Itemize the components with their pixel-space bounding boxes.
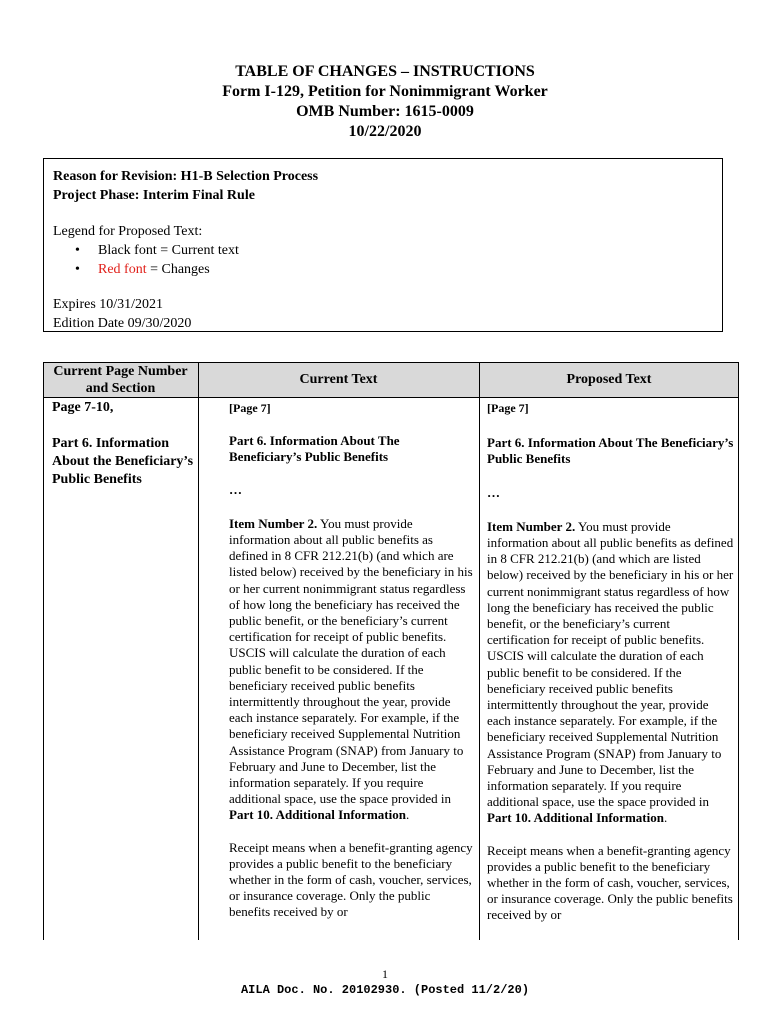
legend-red-rest: = Changes (146, 262, 210, 277)
legend-red-text: Red font (98, 262, 147, 277)
proposed-page-ref: [Page 7] (487, 401, 529, 415)
header-page-section: Current Page Number and Section (53, 363, 188, 396)
proposed-receipt-paragraph: Receipt means when a benefit-granting agency provides a public benefit to the beneficiary whether in the form of cash, voucher, services, or insurance coverage. Only the public benefits received by or (487, 842, 733, 923)
title-line-1: TABLE OF CHANGES – INSTRUCTIONS (235, 63, 535, 80)
expiration-date: Expires 10/31/2021 (53, 297, 164, 312)
title-line-4: 10/22/2020 (348, 123, 422, 140)
column-divider (479, 362, 480, 940)
page-footer (0, 968, 770, 997)
legend-black-text: Black font = Current text (98, 243, 239, 258)
proposed-item-label: Item Number 2. (487, 518, 576, 534)
proposed-item-ref: Part 10. Additional Information (487, 810, 664, 826)
section-name: Part 6. Information About the Beneficiary’s Public Benefits (52, 436, 194, 487)
proposed-part-heading: Part 6. Information About The Beneficiary’s Public Benefits (487, 435, 734, 467)
page-number: 1 (382, 967, 388, 981)
section-cell (52, 399, 194, 489)
changes-table (43, 362, 739, 940)
current-item-ref: Part 10. Additional Information (229, 807, 406, 823)
column-divider (198, 362, 199, 940)
document-title-block (0, 62, 770, 142)
header-current-text: Current Text (299, 372, 378, 387)
current-item-end: . (405, 807, 410, 823)
project-phase: Project Phase: Interim Final Rule (53, 188, 255, 203)
proposed-item-end: . (663, 810, 668, 826)
aila-doc-number: AILA Doc. No. 20102930. (Posted 11/2/20) (240, 983, 530, 997)
legend-item-black (53, 241, 714, 260)
proposed-text-cell (487, 400, 735, 924)
title-line-2: Form I-129, Petition for Nonimmigrant Worker (222, 83, 548, 100)
legend-item-red (53, 260, 714, 279)
current-item-label: Item Number 2. (229, 515, 318, 531)
edition-date: Edition Date 09/30/2020 (53, 316, 192, 331)
current-receipt-paragraph: Receipt means when a benefit-granting agency provides a public benefit to the beneficiary whether in the form of cash, voucher, services, or insurance coverage. Only the public benefits received by or (229, 839, 473, 920)
revision-reason: Reason for Revision: H1-B Selection Process (53, 169, 319, 184)
column-divider (43, 362, 44, 940)
current-item-number-2 (229, 516, 474, 824)
legend-list (53, 241, 714, 279)
current-page-ref: [Page 7] (229, 401, 271, 415)
proposed-item-text: You must provide information about all public benefits as defined in 8 CFR 212.21(b) (and which are listed below) received by the beneficiary in his or her current nonimmigrant status regardless of how long the beneficiary has received the public benefit, or the beneficiary’s current certification for receipt of public benefits. USCIS will calculate the duration of each public benefit to be considered. If the beneficiary received public benefits intermittently throughout the year, provide each instance separately. For example, if the beneficiary received Supplemental Nutrition Assistance Program (SNAP) from January to February and June to December, list the information separately. If you require additional space, use the space provided in (487, 518, 734, 810)
current-part-heading: Part 6. Information About The Beneficiary’s Public Benefits (229, 433, 400, 465)
legend-title: Legend for Proposed Text: (53, 224, 203, 239)
section-pages: Page 7-10, (52, 400, 114, 415)
proposed-item-number-2 (487, 519, 735, 827)
current-item-text: You must provide information about all public benefits as defined in 8 CFR 212.21(b) (and which are listed below) received by the beneficiary in his or her current nonimmigrant status regardless of how long the beneficiary has received the public benefit, or the beneficiary’s current certification for receipt of public benefits. USCIS will calculate the duration of each public benefit to be considered. If the beneficiary received public benefits intermittently throughout the year, provide each instance separately. For example, if the beneficiary received Supplemental Nutrition Assistance Program (SNAP) from January to February and June to December, list the information separately. If you require additional space, use the space provided in (229, 515, 473, 807)
title-line-3: OMB Number: 1615-0009 (296, 103, 474, 120)
revision-info-box (43, 158, 723, 332)
column-divider (738, 362, 739, 940)
header-proposed-text: Proposed Text (566, 372, 652, 387)
proposed-ellipsis: … (487, 484, 500, 500)
current-text-cell (229, 400, 474, 921)
current-ellipsis: … (229, 481, 242, 497)
